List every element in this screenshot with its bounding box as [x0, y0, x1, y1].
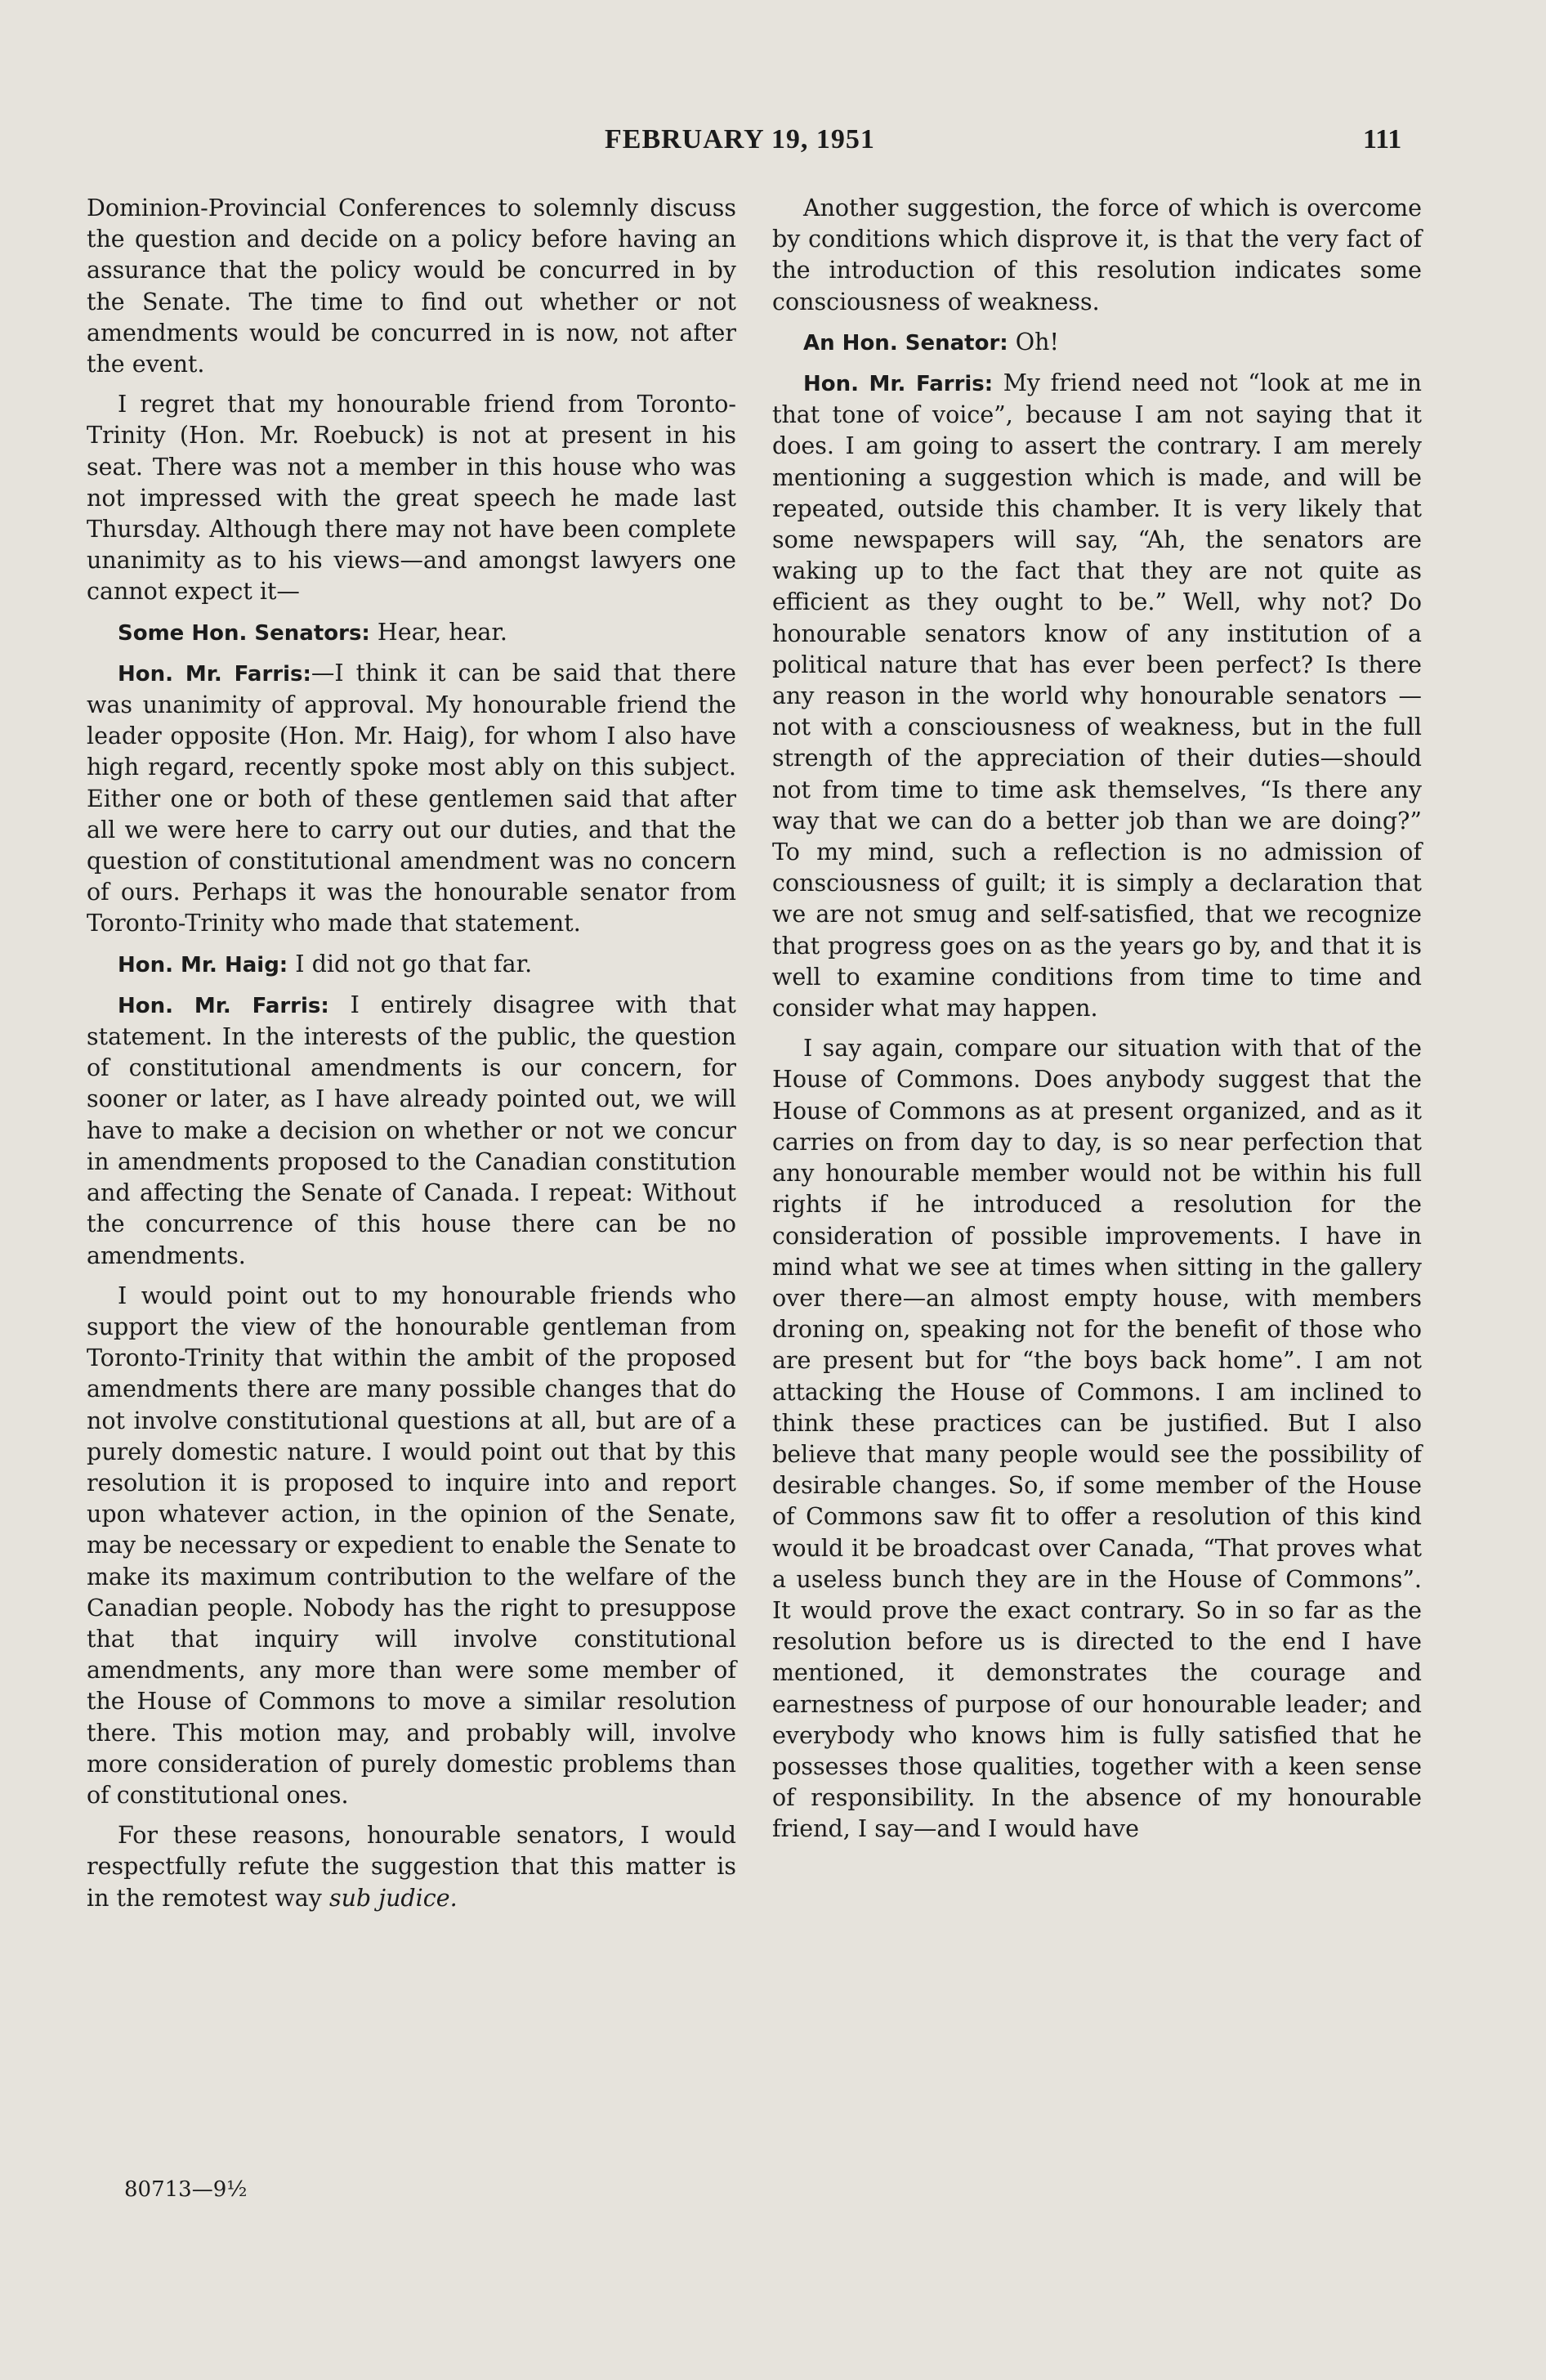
speech-text: Hear, hear. — [377, 618, 507, 646]
speech-text: For these reasons, honourable senators, I would respectfully refute the suggestion that this matter is in the remotest way — [87, 1822, 736, 1912]
paragraph: Another suggestion, the force of which is overcome by conditions which disprove it, is that the very fact of the introduction of this resolution indicates some consciousness of weakness. — [772, 195, 1422, 315]
speech-text: Oh! — [1015, 328, 1059, 356]
speech-text: I did not go that far. — [295, 950, 533, 978]
speaker-name: Some Hon. Senators: — [118, 620, 370, 646]
paragraph: I say again, compare our situation with that of the House of Commons. Does anybody suggest that the House of Commons as at present organized, and as it carries on from day to day, is so near perfection that any honourable member would not be within his full rights if he introduced a resolution for the consideration of possible improvements. I have in mind what we see at times when sitting in the gallery over there—an almost empty house, with members droning on, speaking not for the benefit of those who are present but for “the boys back home”. I am not attacking the House of Commons. I am inclined to think these practices can be justified. But I also believe that many people would see the possibility of desirable changes. So, if some member of the House of Commons saw fit to offer a resolution of this kind would it be broadcast over Canada, “That proves what a useless bunch they are in the House of Commons”. It would prove the exact contrary. So in so far as the resolution before us is directed to the end I have mentioned, it demonstrates the courage and earnestness of purpose of our honourable leader; and everybody who knows him is fully satisfied that he possesses those qualities, together with a keen sense of responsibility. In the absence of my honourable friend, I say—and I would have — [772, 1035, 1422, 1843]
page-header — [0, 124, 1546, 165]
paragraph — [87, 617, 736, 649]
paragraph — [772, 368, 1422, 1024]
running-head: FEBRUARY 19, 1951 — [605, 124, 875, 154]
speaker-name: An Hon. Senator: — [803, 330, 1008, 356]
right-column — [772, 193, 1422, 1854]
page-number: 111 — [1363, 124, 1402, 154]
speaker-name: Hon. Mr. Haig: — [118, 952, 288, 978]
paragraph: Dominion-Provincial Conferences to solemnly discuss the question and decide on a policy before having an assurance that the policy would be concurred in by the Senate. The time to find out whether or not amendments would be concurred in is now, not after the event. — [87, 195, 736, 378]
left-column — [87, 193, 736, 1923]
speech-text: —I think it can be said that there was unanimity of approval. My honourable friend the leader opposite (Hon. Mr. Haig), for whom I also have high regard, recently spoke most ably on this subject. Either one or both of these gentlemen said that after all we were here to carry out our duties, and that the question of constitutional amendment was no concern of ours. Perhaps it was the honourable senator from Toronto-Trinity who made that statement. — [87, 659, 736, 937]
paragraph — [87, 990, 736, 1272]
speech-text: I entirely disagree with that statement. In the interests of the public, the question of constitutional amendments is our concern, for sooner or later, as I have already pointed out, we will have to make a decision on whether or not we concur in amendments proposed to the Canadian constitution and affecting the Senate of Canada. I repeat: Without the concurrence of this house there can be no amendments. — [87, 991, 736, 1269]
print-code: 80713—9½ — [124, 2177, 248, 2202]
speaker-name: Hon. Mr. Farris: — [803, 372, 994, 397]
speech-text: My friend need not “look at me in that tone of voice”, because I am not saying that it does. I am going to assert the contrary. I am merely mentioning a suggestion which is made, and will be repeated, outside this chamber. It is very likely that some newspapers will say, “Ah, the senators are waking up to the fact that they are not quite as efficient as they ought to be.” Well, why not? Do honourable senators know of any institution of a political nature that has ever been perfect? Is there any reason in the world why honourable senators —not with a consciousness of weakness, but in the full strength of the appreciation of their duties—should not from time to time ask themselves, “Is there any way that we can do a better job than we are doing?” To my mind, such a reflection is no admission of consciousness of guilt; it is simply a declaration that we are not smug and self-satisfied, that we recognize that progress goes on as the years go by, and that it is well to examine conditions from time to time and consider what may happen. — [772, 369, 1422, 1022]
paragraph: I regret that my honourable friend from Toronto-Trinity (Hon. Mr. Roebuck) is not at present in his seat. There was not a member in this house who was not impressed with the great speech he made last Thursday. Although there may not have been complete unanimity as to his views—and amongst lawyers one cannot expect it— — [87, 391, 736, 606]
paragraph — [87, 658, 736, 940]
paragraph — [87, 949, 736, 981]
speaker-name: Hon. Mr. Farris: — [118, 661, 311, 687]
paragraph — [772, 327, 1422, 359]
paragraph — [87, 1820, 736, 1914]
speaker-name: Hon. Mr. Farris: — [118, 993, 329, 1018]
italic-phrase: sub judice. — [328, 1884, 458, 1912]
paragraph: I would point out to my honourable friends who support the view of the honourable gentleman from Toronto-Trinity that within the ambit of the proposed amendments there are many possible changes that do not involve constitutional questions at all, but are of a purely domestic nature. I would point out that by this resolution it is proposed to inquire into and report upon whatever action, in the opinion of the Senate, may be necessary or expedient to enable the Senate to make its maximum contribution to the welfare of the Canadian people. Nobody has the right to presuppose that that inquiry will involve constitutional amendments, any more than were some member of the House of Commons to move a similar resolution there. This motion may, and probably will, involve more consideration of purely domestic problems than of constitutional ones. — [87, 1282, 736, 1809]
